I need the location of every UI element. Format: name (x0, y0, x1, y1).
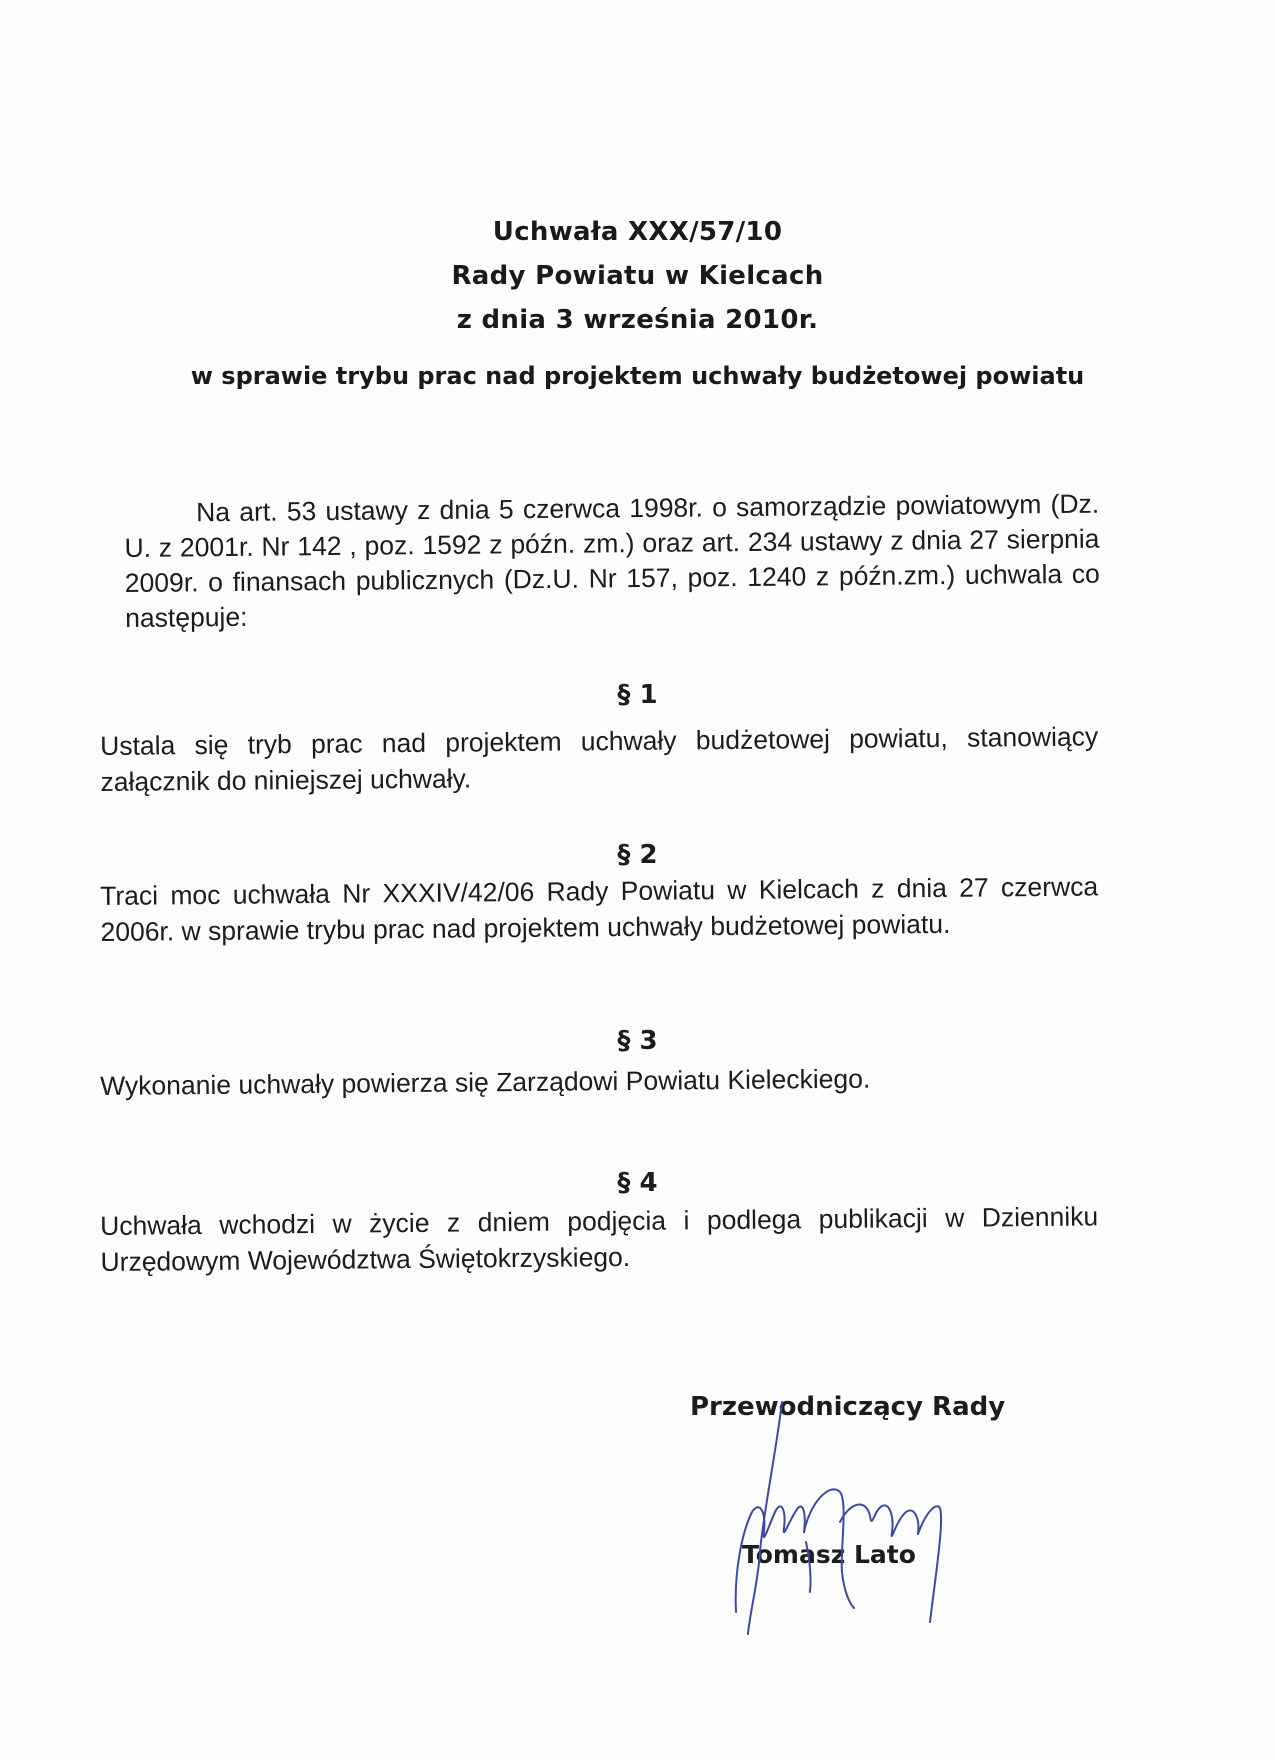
preamble-paragraph: Na art. 53 ustawy z dnia 5 czerwca 1998r. o samorządzie powiatowym (Dz. U. z 2001r. Nr 142 , poz. 1592 z późn. zm.) oraz art. 234 ustawy z dnia 27 sierpnia 2009r. o finansach publicznych (Dz.U. Nr 157, poz. 1240 z późn.zm.) uchwala co następuje: (124, 488, 1100, 633)
section-sign-4: § 4 (617, 1168, 658, 1198)
section-sign-3: § 3 (617, 1026, 658, 1056)
signature-block (690, 1392, 1050, 1652)
resolution-number: Uchwała XXX/57/10 (492, 217, 783, 247)
section-text-3: Wykonanie uchwały powierza się Zarządowi Powiatu Kieleckiego. (100, 1063, 871, 1101)
resolution-subject: w sprawie trybu prac nad projektem uchwały budżetowej powiatu (190, 362, 1085, 390)
section-text-1: Ustala się tryb prac nad projektem uchwały budżetowej powiatu, stanowiący załącznik do niniejszej uchwały. (100, 721, 1099, 797)
signatory-title: Przewodniczący Rady (690, 1392, 1006, 1422)
section-sign-1: § 1 (617, 680, 658, 710)
signatory-name: Tomasz Lato (742, 1540, 916, 1569)
resolution-date: z dnia 3 września 2010r. (456, 305, 819, 335)
section-sign-2: § 2 (617, 840, 658, 870)
section-text-4: Uchwała wchodzi w życie z dniem podjęcia i podlega publikacji w Dzienniku Urzędowym Województwa Świętokrzyskiego. (100, 1201, 1099, 1277)
resolution-header (0, 210, 1275, 342)
section-text-2: Traci moc uchwała Nr XXXIV/42/06 Rady Powiatu w Kielcach z dnia 27 czerwca 2006r. w sprawie trybu prac nad projektem uchwały budżetowej powiatu. (100, 871, 1099, 947)
resolution-issuer: Rady Powiatu w Kielcach (451, 261, 824, 291)
